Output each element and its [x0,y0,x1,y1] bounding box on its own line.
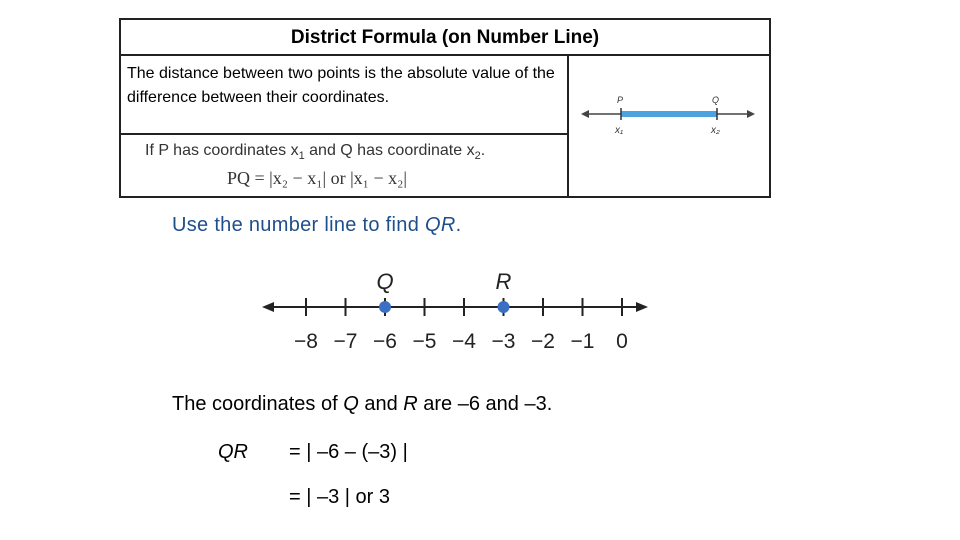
definition-title: District Formula (on Number Line) [121,20,769,56]
mini-coord-q: x₂ [711,125,720,136]
number-line-tick-label: 0 [616,330,628,353]
instruction-heading [172,214,461,237]
number-line-tick-label: −4 [452,330,476,353]
number-line-tick-label: −7 [333,330,358,353]
number-line-tick-label: −1 [570,330,595,353]
number-line-tick-label: −2 [531,330,555,353]
number-line-tick-label: −5 [412,330,437,353]
heading-end: . [455,214,462,236]
mini-label-q: Q [712,95,720,105]
number-line-tick-label: −6 [373,330,397,353]
mini-right-arrow [747,110,755,118]
number-line-point [498,301,510,313]
number-line-right-arrow [636,302,648,312]
definition-box [119,18,771,198]
number-line-point [379,301,391,313]
formula-line-2: PQ = |x₂ − x₁| or |x₁ − x₂| [227,168,407,189]
number-line-point-label: Q [376,269,394,294]
formula-line-1 [145,140,565,167]
mini-number-line-diagram [577,84,767,144]
statement-text: The coordinates of [172,393,344,415]
statement-text: and [358,393,404,415]
definition-formula [145,140,565,189]
number-line-tick-label: −3 [491,330,516,353]
definition-description: The distance between two points is the absolute value of the difference between their coordinates. [127,65,555,106]
formula-text: and Q has coordinate x [304,142,475,159]
column-divider [567,56,569,198]
calculation-step-2: = | –3 | or 3 [289,486,391,508]
calculation-step-1: = | –6 – (–3) | [289,441,408,463]
number-line [256,262,656,362]
heading-text: Use the number line to find [172,214,425,236]
number-line-point-label: R [495,269,512,294]
statement-q: Q [343,393,359,415]
formula-subscript: 2 [474,150,481,163]
formula-text: If P has coordinates x [145,142,299,159]
mini-coord-p: x₁ [615,125,624,136]
formula-text: . [480,142,486,159]
row-divider [121,133,568,135]
number-line-tick-label: −8 [294,330,318,353]
calculation-label: QR [218,441,248,463]
statement-r: R [403,393,418,415]
mini-left-arrow [581,110,589,118]
formula-subscript: 1 [298,150,305,163]
coordinates-statement [172,393,552,416]
number-line-left-arrow [262,302,274,312]
heading-emphasis: QR [424,214,456,236]
mini-label-p: P [617,95,624,105]
statement-text: are –6 and –3. [417,393,553,415]
